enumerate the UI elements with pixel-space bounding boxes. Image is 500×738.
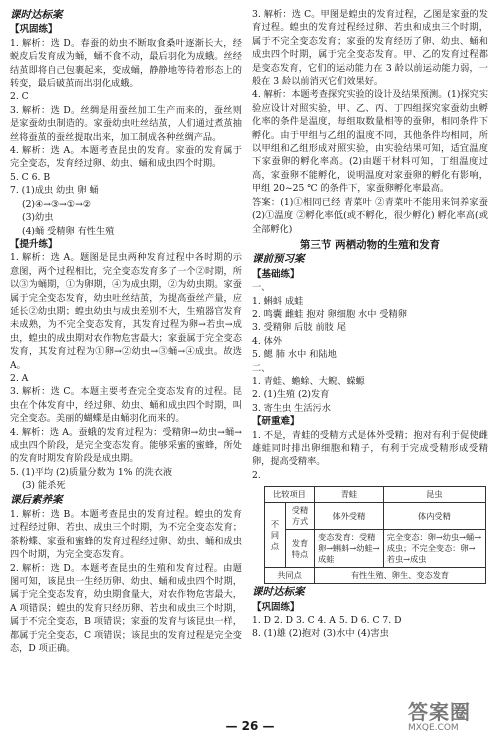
answer-item: 3. 寄生虫 生活污水 [252,402,331,414]
answer-item: 2. 鸣囊 雌蛙 抱对 卵细胞 水中 受精卵 [252,308,407,320]
answer-item: 4. 体外 [252,335,283,347]
answer-item: 2. C [10,91,29,103]
answer-item: 2. [252,469,261,481]
table-cell: 体外受精 [315,503,384,530]
subsection-heading: 【研重难】 [252,416,300,428]
answer-item: 二、 [252,362,271,374]
answer-item: 4. 解析：本题考查探究实验的设计及结果预测。(1)探究实验应设计对照实验，甲、乙、丙、丁四组探究家蚕幼虫孵化率的条件是温度，每组取数量相等的蚕卵，相同条件下孵化。由于甲组与乙组的温度不同，其他条件均相同，所以甲组和乙组形成对照实验，由实验结果可知，适宜温度下家蚕卵的孵化率高。(2)由题干材料可知，丁组温度过高，家蚕卵不能孵化，说明温度对家蚕卵的孵化有影响，甲组 20~25 ℃ 的条件下，家蚕卵孵化率最高。 [252,89,489,195]
table-cell: 受精方式 [286,503,315,530]
left-column [10,8,242,656]
comparison-table [264,486,486,584]
answer-key: 答案：(1)①相同已经 青菜叶 ②青菜叶不能用来饲养家蚕 (2)①温度 ②孵化率低(或不孵化，很少孵化) 孵化率高(或全部孵化) [252,196,488,235]
table-header: 青蛙 [315,487,384,503]
answer-item: 4. 解析：选 A。蚕蛾的发育过程为：受精卵→幼虫→蛹→成虫四个阶段，是完全变态发育。能够采蜜的蜜蜂，所处的发育时期发育阶段是成虫期。 [10,426,242,465]
page-number-value: 26 [241,719,259,733]
answer-item: 1. 蝌蚪 成蛙 [252,295,304,307]
answer-item: (3) 能杀死 [22,480,66,492]
answer-item: 8. (1)雄 (2)抱对 (3)水中 (4)害虫 [252,628,389,640]
answer-item: 2. A [10,372,29,384]
table-cell: 完全变态：卵→幼虫→蛹→成虫；不完全变态：卵→若虫→成虫 [383,530,485,568]
answer-item: 5. (1)平均 (2)质量分数为 1% 的洗衣液 [10,466,173,478]
section-heading: 课后素养案 [10,493,63,506]
table-cell: 共同点 [265,568,315,584]
table-cell: 变态发育：受精卵→蝌蚪→幼蛙→成蛙 [315,530,384,568]
answer-item: 5. C 6. B [10,171,51,183]
section-heading: 课时达标案 [252,586,305,599]
answer-item: 2. (1)生殖 (2)发育 [252,389,330,401]
table-cell: 有性生殖、卵生、变态发育 [315,568,486,584]
answer-item: (4)蛹 受精卵 有性生殖 [22,225,115,237]
section-heading: 课前预习案 [252,253,305,266]
right-column [252,8,488,641]
table-header: 昆虫 [383,487,485,503]
watermark-text: 答案圈 [408,700,471,724]
page-number: — 26 — [225,719,275,733]
subsection-heading: 【提升练】 [10,238,58,250]
table-cell: 体内受精 [383,503,485,530]
answer-item: 3. 受精卵 后肢 前肢 尾 [252,322,346,334]
chapter-title: 第三节 两栖动物的生殖和发育 [299,238,441,251]
subsection-heading: 【巩固练】 [10,24,58,36]
answer-item: 2. 解析：选 D。本题考查昆虫的生殖和发育过程。由题图可知，该昆虫一生经历卵、幼虫、蛹和成虫四个时期，属于完全变态发育，幼虫期食量大，对农作物危害最大，A 项错误；蝗虫的发育只经历卵、若虫和成虫三个时期，属于不完全变态，B 项错误；家蚕的发育与该昆虫一样，都属于完全变态，C 项错误；该昆虫的发育过程是完全变态，D 项正确。 [10,562,242,655]
answer-item: 3. 解析：选 C。本题主要考查完全变态发育的过程。昆虫在个体发育中，经过卵、幼虫、蛹和成虫四个时期，叫完全变态。美丽的蝴蝶是由蛹羽化而来的。 [10,386,242,425]
answer-item: 1. 解析：选 D。春蚕的幼虫不断取食桑叶逐渐长大，经蜕皮后发育成为蛹，蛹不食不动，最后羽化为成蛾。丝经结茧即将自己包裹起来，变成蛹，静静地等待着形态上的转变，最后破茧而出羽化成蛾。 [10,37,242,90]
answer-item: (2)④→③→①→② [22,198,92,210]
table-cell: 发育特点 [286,530,315,568]
subsection-heading: 【巩固练】 [252,601,300,613]
answer-item: 4. 解析：选 A。本题考查昆虫的发育。家蚕的发育属于完全变态，发育经过卵、幼虫、蛹和成虫四个时期。 [10,145,242,170]
answer-item: 1. 解析：选 B。本题考查昆虫的发育过程。蝗虫的发育过程经过卵、若虫、成虫三个时期，为不完全变态发育；茶粉蝶、家蚕和蜜蜂的发育过程经过卵、幼虫、蛹和成虫四个时期，为完全变态发育。 [10,509,242,561]
answer-item: (3)幼虫 [22,212,54,224]
answer-item: 7. (1)成虫 幼虫 卵 蛹 [10,185,99,197]
answer-item: 1. 青蛙、蟾蜍、大鲵、蝾螈 [252,375,365,387]
answer-item: 1. 解析：选 A。题图是昆虫两种发育过程中各时期的示意图，两个过程相比，完全变态发育多了一个②时期，所以③为蛹期，①为卵期，④为成虫期，②为幼虫期。家蚕属于完全变态发育，幼虫吐丝结茧，为提高蚕丝产量，应延长②幼虫期；蝗虫幼虫与成虫差别不大，生殖器官发育未成熟，为不完全变态发育，其发育过程为卵→若虫→成虫，蝗虫的成虫期对农作物危害最大；家蚕属于完全变态发育，其发育过程为①卵→②幼虫→③蛹→④成虫。故选 A。 [10,252,242,371]
answer-item: 一、 [252,282,271,294]
answer-item: 5. 鳃 肺 水中 和陆地 [252,349,337,361]
section-heading: 课时达标案 [10,9,63,21]
watermark-logo [408,696,496,734]
answer-item: 3. 解析：选 D。丝绸是用蚕丝加工生产而来的，蚕丝则是家蚕幼虫制造的。家蚕幼虫吐丝结茧，人们通过煮茧抽丝将蚕茧的蚕丝提取出来，加工制成各种丝绸产品。 [10,104,242,143]
answer-item: 1. D 2. D 3. C 4. A 5. D 6. C 7. D [252,615,402,627]
subsection-heading: 【基础练】 [252,268,300,280]
answer-item: 1. 不是，青蛙的受精方式是体外受精；抱对有利于促使雌雄蛙同时排出卵细胞和精子，有利于完成受精形成受精卵，提高受精率。 [252,429,488,468]
answer-item: 3. 解析：选 C。甲图是蝗虫的发育过程，乙图是家蚕的发育过程。蝗虫的发育过程经过卵、若虫和成虫三个时期，属于不完全变态发育；家蚕的发育经历了卵、幼虫、蛹和成虫四个时期，属于完全变态发育。甲、乙的发育过程都是变态发育，它们的运动能力在 3 龄以前运动能力弱，一般在 3 龄以前消灭它们效果好。 [252,9,488,88]
table-cell: 不同点 [265,503,286,568]
table-header: 比较项目 [265,487,315,503]
watermark-url: MXQE.COM [408,723,459,733]
